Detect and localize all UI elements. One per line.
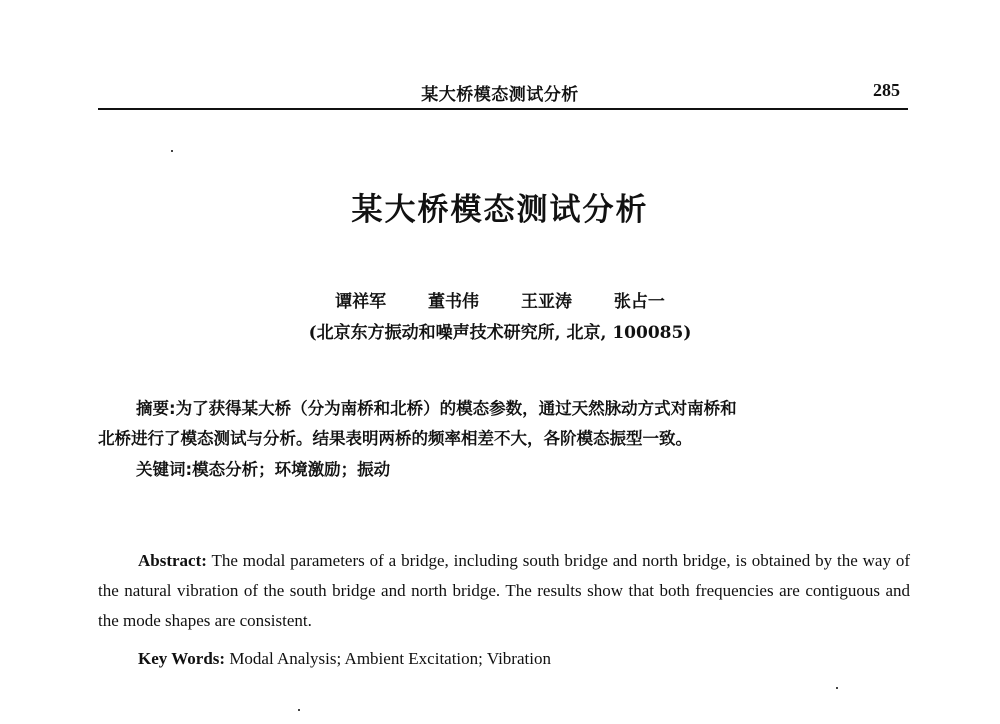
chinese-abstract-text-1: 为了获得某大桥（分为南桥和北桥）的模态参数，通过天然脉动方式对南桥和 — [175, 399, 737, 418]
author-4: 张占一 — [613, 292, 665, 312]
english-keywords-label: Key Words: — [138, 649, 226, 668]
english-abstract-label: Abstract: — [138, 551, 207, 570]
chinese-abstract-line-1 — [136, 394, 916, 424]
chinese-abstract-label: 摘要: — [136, 399, 176, 418]
english-abstract-text: The modal parameters of a bridge, including south bridge and north bridge, is obtained by the way of the natural vibration of the south bridge and north bridge. The results show that both frequencies are contiguous and the mode shapes are consistent. — [98, 551, 910, 630]
chinese-abstract-line-2: 北桥进行了模态测试与分析。结果表明两桥的频率相差不大，各阶模态振型一致。 — [98, 429, 692, 448]
author-2: 董书伟 — [428, 292, 480, 312]
scan-speck — [836, 687, 838, 689]
scan-speck — [171, 150, 173, 152]
chinese-keywords-text: 模态分析；环境激励；振动 — [192, 460, 391, 479]
author-3: 王亚涛 — [520, 292, 572, 312]
author-list — [0, 287, 1000, 312]
paper-title: 某大桥模态测试分析 — [351, 192, 649, 228]
scan-speck — [298, 709, 300, 711]
page-number: 285 — [873, 80, 900, 100]
header-rule — [98, 108, 908, 110]
chinese-keywords — [136, 455, 896, 485]
author-1: 谭祥军 — [335, 292, 387, 312]
english-abstract — [98, 546, 910, 636]
english-keywords — [138, 644, 898, 674]
english-keywords-text: Modal Analysis; Ambient Excitation; Vibration — [229, 649, 551, 668]
running-title: 某大桥模态测试分析 — [421, 85, 579, 105]
affiliation: (北京东方振动和噪声技术研究所, 北京, 100085) — [308, 323, 692, 343]
chinese-keywords-label: 关键词: — [136, 460, 193, 479]
